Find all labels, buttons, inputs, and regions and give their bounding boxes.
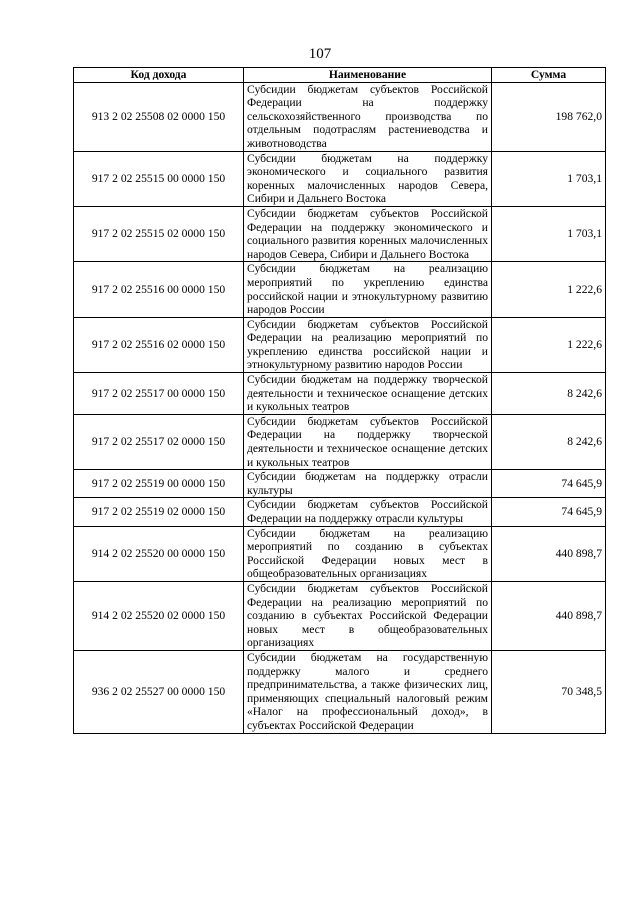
income-sum: 1 222,6 — [492, 317, 606, 372]
income-code: 917 2 02 25517 02 0000 150 — [74, 414, 244, 469]
income-code: 917 2 02 25519 00 0000 150 — [74, 470, 244, 498]
income-sum: 1 703,1 — [492, 151, 606, 206]
income-code: 914 2 02 25520 02 0000 150 — [74, 581, 244, 650]
header-code: Код дохода — [74, 68, 244, 83]
income-code: 913 2 02 25508 02 0000 150 — [74, 82, 244, 151]
income-code: 936 2 02 25527 00 0000 150 — [74, 650, 244, 733]
income-sum: 74 645,9 — [492, 470, 606, 498]
income-code: 914 2 02 25520 00 0000 150 — [74, 526, 244, 581]
income-sum: 8 242,6 — [492, 373, 606, 415]
income-sum: 1 222,6 — [492, 262, 606, 317]
income-name: Субсидии бюджетам субъектов Российской Федерации на реализацию мероприятий по укреплению единства российской нации и этнокультурному развитию народов России — [244, 317, 492, 372]
income-name: Субсидии бюджетам на государственную поддержку малого и среднего предпринимательства, а также физических лиц, применяющих специальный налоговый режим «Налог на профессиональный доход», в субъектах Российской Федерации — [244, 650, 492, 733]
income-code: 917 2 02 25515 00 0000 150 — [74, 151, 244, 206]
income-sum: 70 348,5 — [492, 650, 606, 733]
table-row — [74, 151, 606, 206]
header-sum: Сумма — [492, 68, 606, 83]
income-code: 917 2 02 25519 02 0000 150 — [74, 498, 244, 526]
income-name: Субсидии бюджетам субъектов Российской Федерации на поддержку творческой деятельности и техническое оснащение детских и кукольных театров — [244, 414, 492, 469]
table-row — [74, 82, 606, 151]
table-row — [74, 498, 606, 526]
table-row — [74, 581, 606, 650]
table-row — [74, 373, 606, 415]
income-code: 917 2 02 25517 00 0000 150 — [74, 373, 244, 415]
income-sum: 8 242,6 — [492, 414, 606, 469]
income-name: Субсидии бюджетам на поддержку творческой деятельности и техническое оснащение детских и кукольных театров — [244, 373, 492, 415]
income-sum: 440 898,7 — [492, 526, 606, 581]
income-name: Субсидии бюджетам на поддержку отрасли культуры — [244, 470, 492, 498]
table-row — [74, 206, 606, 261]
income-sum: 74 645,9 — [492, 498, 606, 526]
table-row — [74, 414, 606, 469]
income-name: Субсидии бюджетам субъектов Российской Федерации на поддержку сельскохозяйственного производства по отдельным подотраслям растениеводства и животноводства — [244, 82, 492, 151]
page-number: 107 — [308, 46, 332, 62]
income-name: Субсидии бюджетам субъектов Российской Федерации на поддержку экономического и социального развития коренных малочисленных народов Севера, Сибири и Дальнего Востока — [244, 206, 492, 261]
income-code: 917 2 02 25516 00 0000 150 — [74, 262, 244, 317]
table-row — [74, 262, 606, 317]
income-name: Субсидии бюджетам на реализацию мероприятий по укреплению единства российской нации и этнокультурному развитию народов России — [244, 262, 492, 317]
table-row — [74, 650, 606, 733]
table-row — [74, 470, 606, 498]
income-sum: 198 762,0 — [492, 82, 606, 151]
income-code: 917 2 02 25515 02 0000 150 — [74, 206, 244, 261]
table-header-row — [74, 68, 606, 83]
income-table — [73, 67, 606, 734]
income-code: 917 2 02 25516 02 0000 150 — [74, 317, 244, 372]
income-name: Субсидии бюджетам на поддержку экономического и социального развития коренных малочисленных народов Севера, Сибири и Дальнего Востока — [244, 151, 492, 206]
header-name: Наименование — [244, 68, 492, 83]
income-sum: 1 703,1 — [492, 206, 606, 261]
table-row — [74, 526, 606, 581]
income-name: Субсидии бюджетам субъектов Российской Федерации на поддержку отрасли культуры — [244, 498, 492, 526]
income-sum: 440 898,7 — [492, 581, 606, 650]
table-row — [74, 317, 606, 372]
income-name: Субсидии бюджетам субъектов Российской Федерации на реализацию мероприятий по созданию в субъектах Российской Федерации новых мест в общеобразовательных организациях — [244, 581, 492, 650]
income-name: Субсидии бюджетам на реализацию мероприятий по созданию в субъектах Российской Федерации новых мест в общеобразовательных организациях — [244, 526, 492, 581]
